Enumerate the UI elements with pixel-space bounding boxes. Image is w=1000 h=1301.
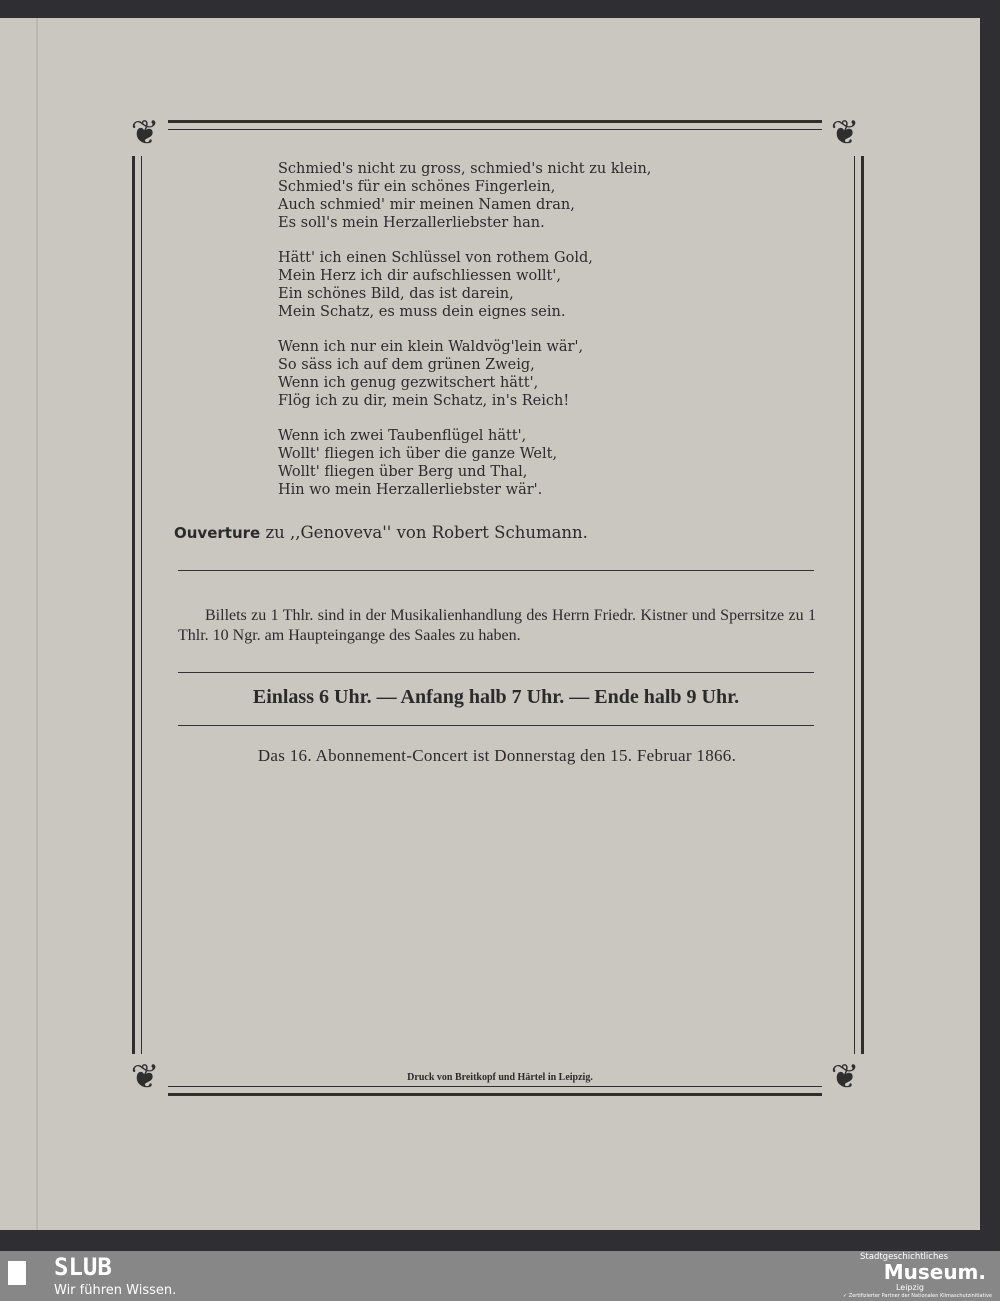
poem-line: Hätt' ich einen Schlüssel von rothem Gold, [278,250,593,266]
schedule: Einlass 6 Uhr. — Anfang halb 7 Uhr. — Ende halb 9 Uhr. [252,686,740,708]
poem-line: Flög ich zu dir, mein Schatz, in's Reich! [278,393,570,409]
poem-line: Wenn ich genug gezwitschert hätt', [278,375,539,391]
poem-line: Hin wo mein Herzallerliebster wär'. [278,482,543,498]
stanza [278,338,651,410]
overture-text: zu ,,Genoveva'' von Robert Schumann. [260,523,588,542]
stanza [278,249,651,321]
slub-logo[interactable]: SLUB [54,1253,112,1281]
corner-ornament-icon: ❦ [122,1054,168,1100]
printer-note: Druck von Breitkopf und Härtel in Leipzig. [407,1072,593,1083]
divider [178,672,814,673]
poem-line: Wollt' fliegen ich über die ganze Welt, [278,446,558,462]
corner-ornament-icon: ❦ [122,110,168,156]
stanza [278,427,651,499]
poem-line: Wollt' fliegen über Berg und Thal, [278,464,528,480]
poem-line: Schmied's nicht zu gross, schmied's nicht zu klein, [278,161,652,177]
stanza [278,160,651,232]
corner-ornament-icon: ❦ [822,110,868,156]
poem-line: Wenn ich nur ein klein Waldvög'lein wär', [278,339,584,355]
book-icon [8,1261,26,1285]
poem-line: Mein Herz ich dir aufschliessen wollt', [278,268,561,284]
ticket-info: Billets zu 1 Thlr. sind in der Musikalienhandlung des Herrn Friedr. Kistner und Sperrsitze zu 1 Thlr. 10 Ngr. am Haupteingange des Saales zu haben. [178,607,816,644]
slub-tagline: Wir führen Wissen. [54,1283,177,1298]
divider [178,725,814,726]
divider [178,570,814,571]
overture-label: Ouverture [174,524,261,542]
museum-cert: ✓ Zertifizierter Partner der Nationalen Klimaschutzinitiative [842,1293,992,1299]
footer-banner [0,1251,1000,1301]
poem-line: Auch schmied' mir meinen Namen dran, [278,197,575,213]
page-fold [36,18,38,1230]
corner-ornament-icon: ❦ [822,1054,868,1100]
poem-line: So säss ich auf dem grünen Zweig, [278,357,535,373]
poem-line: Es soll's mein Herzallerliebster han. [278,215,545,231]
poem-line: Schmied's für ein schönes Fingerlein, [278,179,556,195]
next-concert: Das 16. Abonnement-Concert ist Donnerstag den 15. Februar 1866. [257,746,737,765]
overture-line [174,522,588,544]
museum-logo[interactable]: Museum. [883,1260,986,1284]
poem [278,160,651,516]
poem-line: Mein Schatz, es muss dein eignes sein. [278,304,566,320]
poem-line: Wenn ich zwei Taubenflügel hätt', [278,428,527,444]
document-page [0,18,980,1230]
museum-city: Leipzig [895,1283,924,1292]
poem-line: Ein schönes Bild, das ist darein, [278,286,514,302]
museum-top: Stadtgeschichtliches [860,1252,948,1262]
